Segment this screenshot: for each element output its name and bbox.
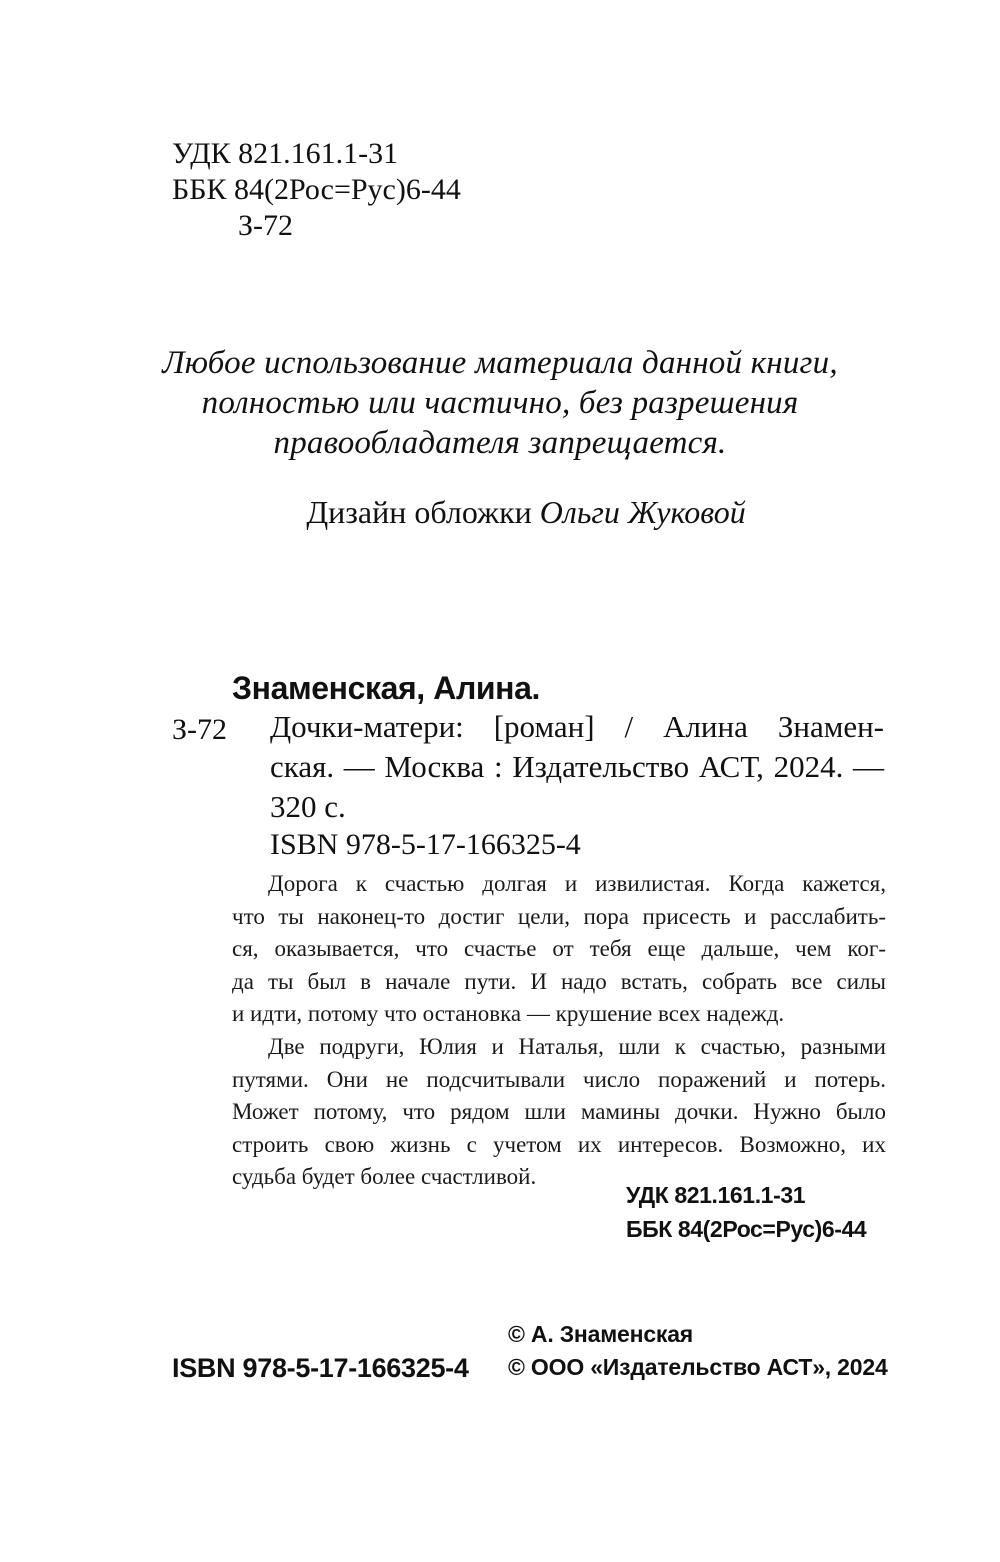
book-abstract xyxy=(232,868,886,1194)
copyright-notice xyxy=(0,343,1000,463)
notice-line: полностью или частично, без разрешения xyxy=(201,385,799,421)
footer-isbn: ISBN 978-5-17-166325-4 xyxy=(172,1353,469,1383)
abstract-line: Может потому, что рядом шли мамины дочки. Нужно было xyxy=(232,1099,886,1125)
bbk-code: ББК 84(2Рос=Рус)6-44 xyxy=(172,173,461,206)
copyright-author: © А. Знаменская xyxy=(508,1321,694,1347)
cover-design-credit xyxy=(0,492,1000,532)
abstract-line: да ты был в начале пути. И надо встать, собрать все силы xyxy=(232,968,886,994)
catalog-description xyxy=(270,707,884,827)
description-line: 320 с. xyxy=(270,789,346,824)
catalog-author: Знаменская, Алина. xyxy=(232,670,540,706)
abstract-line: ся, оказывается, что счастье от тебя еще дальше, чем ког- xyxy=(232,936,886,962)
notice-line: Любое использование материала данной книги, xyxy=(162,345,838,381)
udk-code: УДК 821.161.1-31 xyxy=(172,137,399,170)
classification-codes-top xyxy=(172,136,461,244)
copyright-lines xyxy=(508,1318,888,1384)
catalog-code: З-72 xyxy=(172,713,228,746)
abstract-line: путями. Они не подсчитывали число поражений и потерь. xyxy=(232,1066,886,1092)
description-line: ская. — Москва : Издательство АСТ, 2024. — xyxy=(270,749,884,784)
abstract-line: судьба будет более счастливой. xyxy=(232,1164,537,1190)
notice-line: правообладателя запрещается. xyxy=(273,425,727,461)
copyright-publisher: © ООО «Издательство АСТ», 2024 xyxy=(508,1354,888,1380)
abstract-line: Две подруги, Юлия и Наталья, шли к счастью, разными xyxy=(268,1033,886,1059)
catalog-isbn: ISBN 978-5-17-166325-4 xyxy=(270,828,581,861)
description-line: Дочки-матери: [роман] / Алина Знамен- xyxy=(270,709,884,744)
bbk-code: ББК 84(2Рос=Рус)6-44 xyxy=(626,1216,867,1242)
udk-code: УДК 821.161.1-31 xyxy=(626,1182,806,1208)
abstract-line: что ты наконец-то достиг цели, пора присесть и расслабить- xyxy=(232,903,886,929)
author-code: З-72 xyxy=(238,209,294,242)
abstract-line: Дорога к счастью долгая и извилистая. Когда кажется, xyxy=(268,871,886,896)
cover-design-label: Дизайн обложки xyxy=(306,494,532,530)
cover-designer-name: Ольги Жуковой xyxy=(539,494,746,530)
classification-codes-bottom xyxy=(626,1178,866,1246)
abstract-line: строить свою жизнь с учетом их интересов. Возможно, их xyxy=(232,1131,886,1157)
abstract-line: и идти, потому что остановка — крушение всех надежд. xyxy=(232,1001,785,1027)
